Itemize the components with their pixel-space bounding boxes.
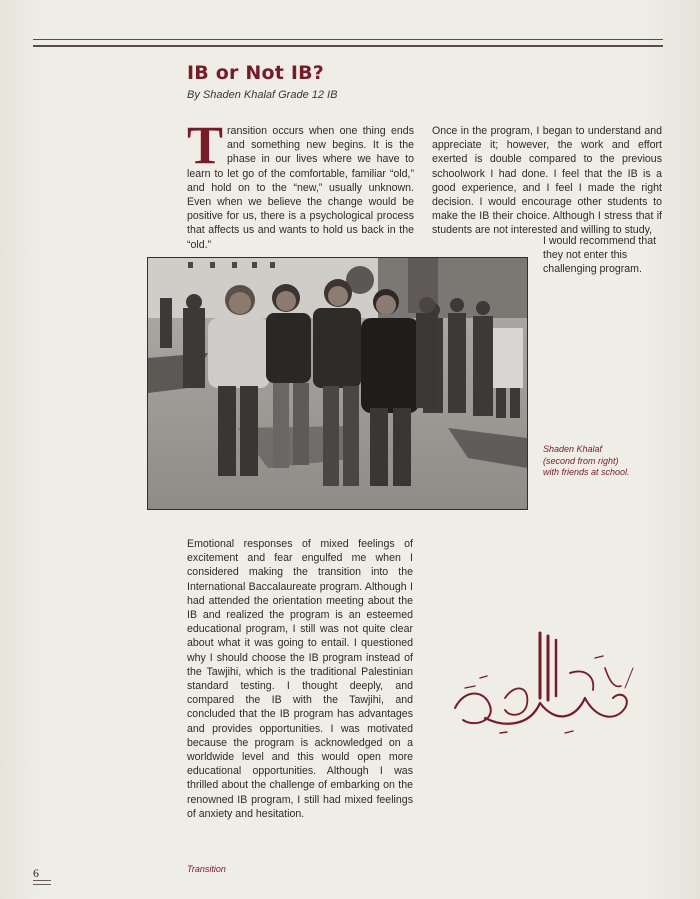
right-column-paragraph: Once in the program, I began to understand and appreciate it; however, the work and effort exerted is double compared to the previous schoolwork I had done. I feel that the IB is a good experience, and I feel I made the right decision. I would encourage other students to make the IB their choice. Although I stress that if students are not interested and willing to study, xyxy=(432,125,662,237)
header-rule-thin xyxy=(33,39,663,40)
footer-rule-2 xyxy=(33,884,51,885)
students-photo-illustration xyxy=(148,258,527,509)
article-title: IB or Not IB? xyxy=(187,62,325,84)
page-number: 6 xyxy=(33,866,39,880)
students-photo xyxy=(147,257,528,510)
intro-text: ransition occurs when one thing ends and something new begins. It is the phase in our lives where we have to learn to let go of the comfortable, familiar “old,” and hold on to the “new,” usually unknown. Even when we believe the change would be positive for us, there is a psychological process that affects us and wants to hold us back in the “old.” xyxy=(187,125,414,251)
header-rule-thick xyxy=(33,45,663,47)
caption-position: (second from right) xyxy=(543,455,619,466)
caption-context: with friends at school. xyxy=(543,467,630,477)
drop-cap: T xyxy=(187,125,224,165)
right-column-tail: I would recommend that they not enter this challenging program. xyxy=(543,235,657,276)
footer-rule-1 xyxy=(33,880,51,881)
caption-name: Shaden Khalaf xyxy=(543,444,603,454)
lower-paragraph: Emotional responses of mixed feelings of excitement and fear engulfed me when I considered making the transition into the International Baccalaureate program. Although I had attended the orientation meeting about the IB and realized the program is an esteemed educational program, I still was not quite clear about what it was going to entail. I questioned why I should choose the IB program instead of the Tawjihi, which is the traditional Palestinian standard testing. I thought deeply, and compared the IB with the Tawjihi, and concluded that the IB program has advantages and provides opportunities. I was motivated because the program is acknowledged on a worldwide level and this would open more educational opportunities. Although I was thrilled about the challenge of embarking on the renowned IB program, I still had mixed feelings of anxiety and hesitation. xyxy=(187,538,413,820)
photo-caption xyxy=(543,444,663,479)
arabic-calligraphy-ornament xyxy=(445,628,635,748)
intro-paragraph xyxy=(187,124,414,252)
section-label: Transition xyxy=(187,864,226,874)
article-byline: By Shaden Khalaf Grade 12 IB xyxy=(187,89,338,101)
